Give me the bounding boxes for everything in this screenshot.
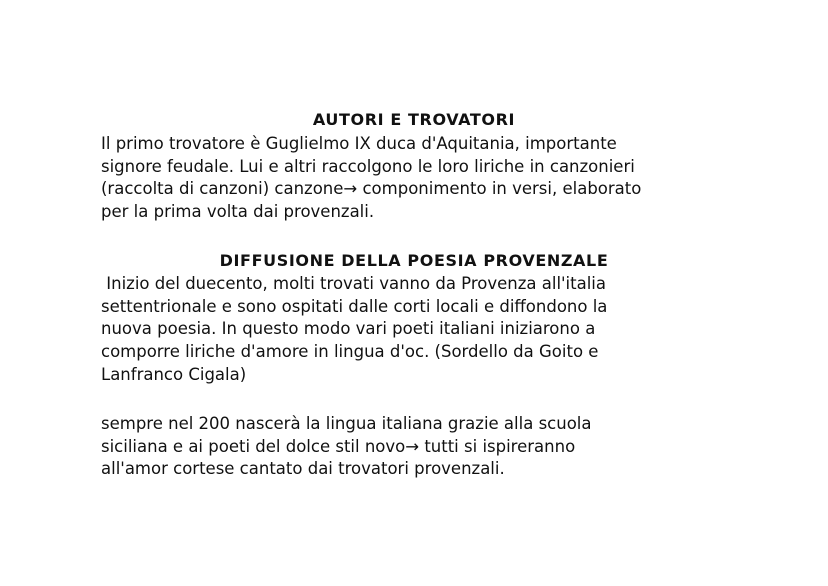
text-line: sempre nel 200 nascerà la lingua italiana grazie alla scuola bbox=[101, 414, 592, 433]
paragraph-lingua-italiana bbox=[101, 413, 721, 481]
text-line: all'amor cortese cantato dai trovatori provenzali. bbox=[101, 459, 505, 479]
section-heading-diffusione: DIFFUSIONE DELLA POESIA PROVENZALE bbox=[219, 251, 609, 270]
text-line: settentrionale e sono ospitati dalle corti locali e diffondono la bbox=[101, 296, 608, 316]
text-line: signore feudale. Lui e altri raccolgono le loro liriche in canzonieri bbox=[101, 156, 635, 176]
text-line: per la prima volta dai provenzali. bbox=[101, 202, 375, 222]
text-line: Inizio del duecento, molti trovati vanno da Provenza all'italia bbox=[101, 274, 607, 293]
text-line: Il primo trovatore è Guglielmo IX duca d'Aquitania, importante bbox=[101, 134, 617, 153]
text-line: (raccolta di canzoni) canzone→ componimento in versi, elaborato bbox=[101, 179, 642, 199]
text-line: nuova poesia. In questo modo vari poeti italiani iniziarono a bbox=[101, 319, 596, 339]
section-heading-autori-e-trovatori: AUTORI E TROVATORI bbox=[312, 110, 516, 129]
text-line: comporre liriche d'amore in lingua d'oc. (Sordello da Goito e bbox=[101, 342, 599, 362]
text-line: siciliana e ai poeti del dolce stil novo→ tutti si ispireranno bbox=[101, 436, 576, 456]
text-line: Lanfranco Cigala) bbox=[101, 364, 247, 384]
paragraph-autori-e-trovatori bbox=[101, 133, 721, 224]
paragraph-diffusione bbox=[101, 273, 721, 387]
